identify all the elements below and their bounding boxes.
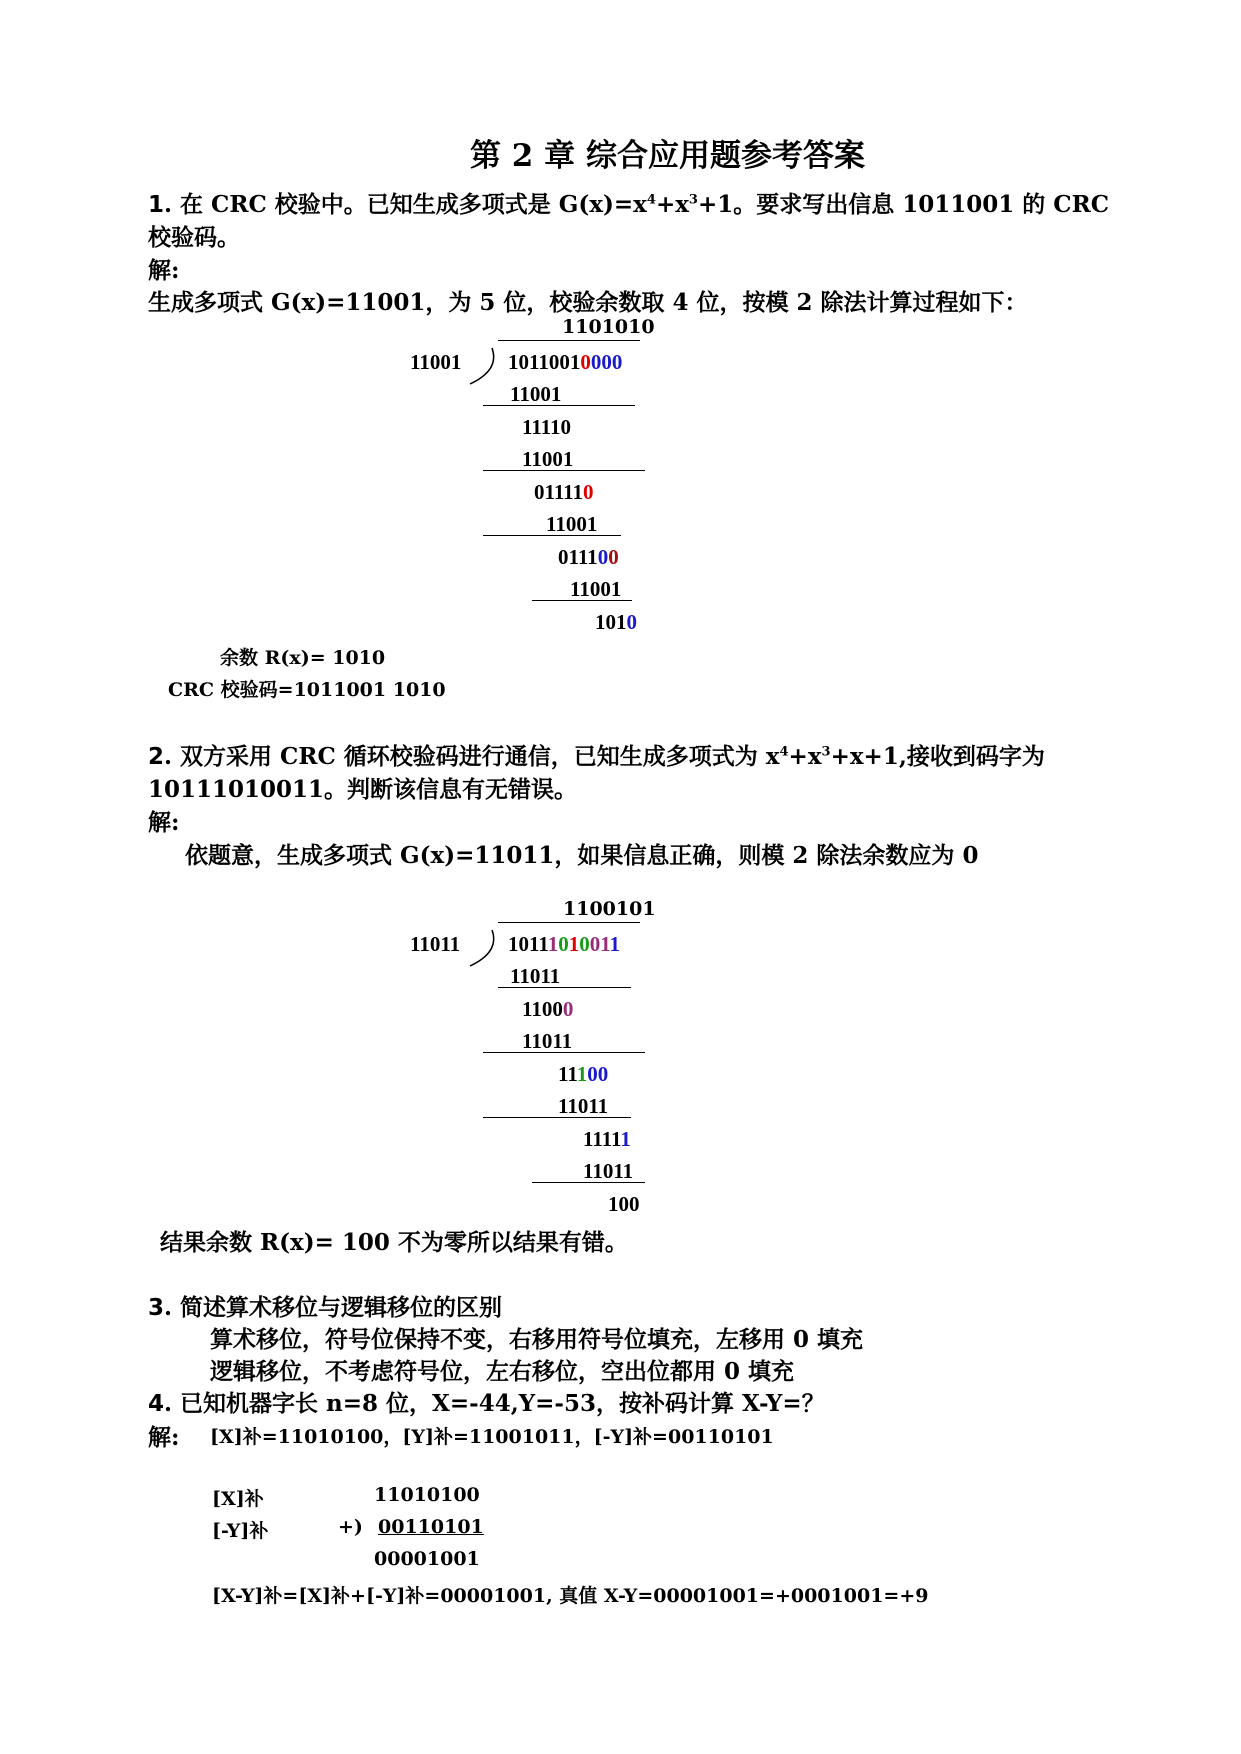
q3-logical-shift: 逻辑移位，不考虑符号位，左右移位，空出位都用 0 填充 (210, 1358, 795, 1385)
q2-quotient: 1100101 (563, 898, 656, 920)
q1-division-bracket (466, 346, 506, 388)
q1-step5: 11001 (546, 512, 598, 536)
q4-solution-label: 解: (148, 1424, 180, 1451)
q1-step4: 011110 (534, 480, 594, 504)
q4-final-answer: [X-Y]补=[X]补+[-Y]补=00001001, 真值 X-Y=00001001=+0001001=+9 (212, 1585, 929, 1607)
q2-statement-line1: 2. 双方采用 CRC 循环校验码进行通信，已知生成多项式为 $x^4+x^3+x+1$,接收到码字为 (148, 743, 1045, 770)
q2-dividend: 10111010011 (508, 932, 621, 956)
q2-step1: 11011 (510, 964, 561, 988)
q1-step1: 11001 (510, 382, 562, 406)
q4-row1-value: 11010100 (374, 1484, 480, 1506)
q2-number: 2 (148, 744, 165, 770)
q1-step8: 1010 (595, 610, 637, 634)
q4-row2-label: [-Y]补 (212, 1520, 269, 1542)
q3-statement: 3. 简述算术移位与逻辑移位的区别 (148, 1294, 503, 1321)
q1-statement-line2: 校验码。 (148, 224, 240, 251)
q2-statement-line2: 10111010011。判断该信息有无错误。 (148, 776, 578, 803)
q2-division-bracket (466, 928, 506, 970)
q1-step7: 11001 (570, 577, 622, 601)
q1-crc-code: CRC 校验码=1011001 1010 (168, 679, 446, 701)
q2-step8: 100 (608, 1192, 640, 1216)
q1-statement-line1: 1. 在 CRC 校验中。已知生成多项式是 $G(x)=x^4+x^3+1$。要求写出信息 1011001 的 CRC (148, 191, 1110, 218)
q4-statement: 4. 已知机器字长 n=8 位，X=-44,Y=-53，按补码计算 X-Y=？ (148, 1390, 825, 1417)
q1-divisor: 11001 (410, 350, 462, 374)
q1-step3-line (483, 470, 645, 471)
q2-step3: 11011 (522, 1029, 573, 1053)
q1-quotient-line (498, 340, 640, 341)
q1-step7-line (532, 600, 632, 601)
q4-row2-value: 00110101 (378, 1516, 484, 1538)
q1-step3: 11001 (522, 447, 574, 471)
q4-row2-operator: +) (338, 1516, 363, 1538)
q2-step1-line (498, 987, 631, 988)
q2-step5: 11011 (558, 1094, 609, 1118)
q1-step1-line (483, 405, 635, 406)
q3-number: 3 (148, 1295, 165, 1321)
q2-step3-line (483, 1052, 645, 1053)
q2-quotient-line (498, 922, 640, 923)
q2-step4: 11100 (558, 1062, 609, 1086)
q2-explanation: 依题意，生成多项式 G(x)=11011，如果信息正确，则模 2 除法余数应为 0 (185, 842, 979, 869)
q2-step5-line (483, 1117, 631, 1118)
q4-complements: [X]补=11010100，[Y]补=11001011，[-Y]补=00110101 (210, 1426, 774, 1448)
q4-sum: 00001001 (374, 1548, 480, 1570)
q1-step5-line (483, 535, 621, 536)
q1-explanation: 生成多项式 G(x)=11001，为 5 位，校验余数取 4 位，按模 2 除法计算过程如下： (148, 289, 1028, 316)
q3-arithmetic-shift: 算术移位，符号位保持不变，右移用符号位填充，左移用 0 填充 (210, 1326, 864, 1353)
q2-step2: 11000 (522, 997, 574, 1021)
q2-step7-line (532, 1182, 645, 1183)
q1-quotient: 1101010 (562, 316, 655, 338)
q2-result: 结果余数 R(x)= 100 不为零所以结果有错。 (160, 1229, 628, 1256)
q4-row1-label: [X]补 (212, 1488, 264, 1510)
q4-number: 4 (148, 1391, 165, 1417)
q1-dividend: 10110010000 (508, 350, 623, 374)
page-title: 第 2 章 综合应用题参考答案 (470, 138, 865, 174)
q2-divisor: 11011 (410, 932, 461, 956)
q2-step7: 11011 (583, 1159, 634, 1183)
q1-step6: 011100 (558, 545, 619, 569)
q1-solution-label: 解: (148, 257, 180, 284)
q1-number: 1 (148, 192, 165, 218)
q2-step6: 11111 (583, 1127, 631, 1151)
q1-step2: 11110 (522, 415, 572, 439)
q2-solution-label: 解: (148, 809, 180, 836)
q1-remainder: 余数 R(x)= 1010 (220, 647, 386, 669)
